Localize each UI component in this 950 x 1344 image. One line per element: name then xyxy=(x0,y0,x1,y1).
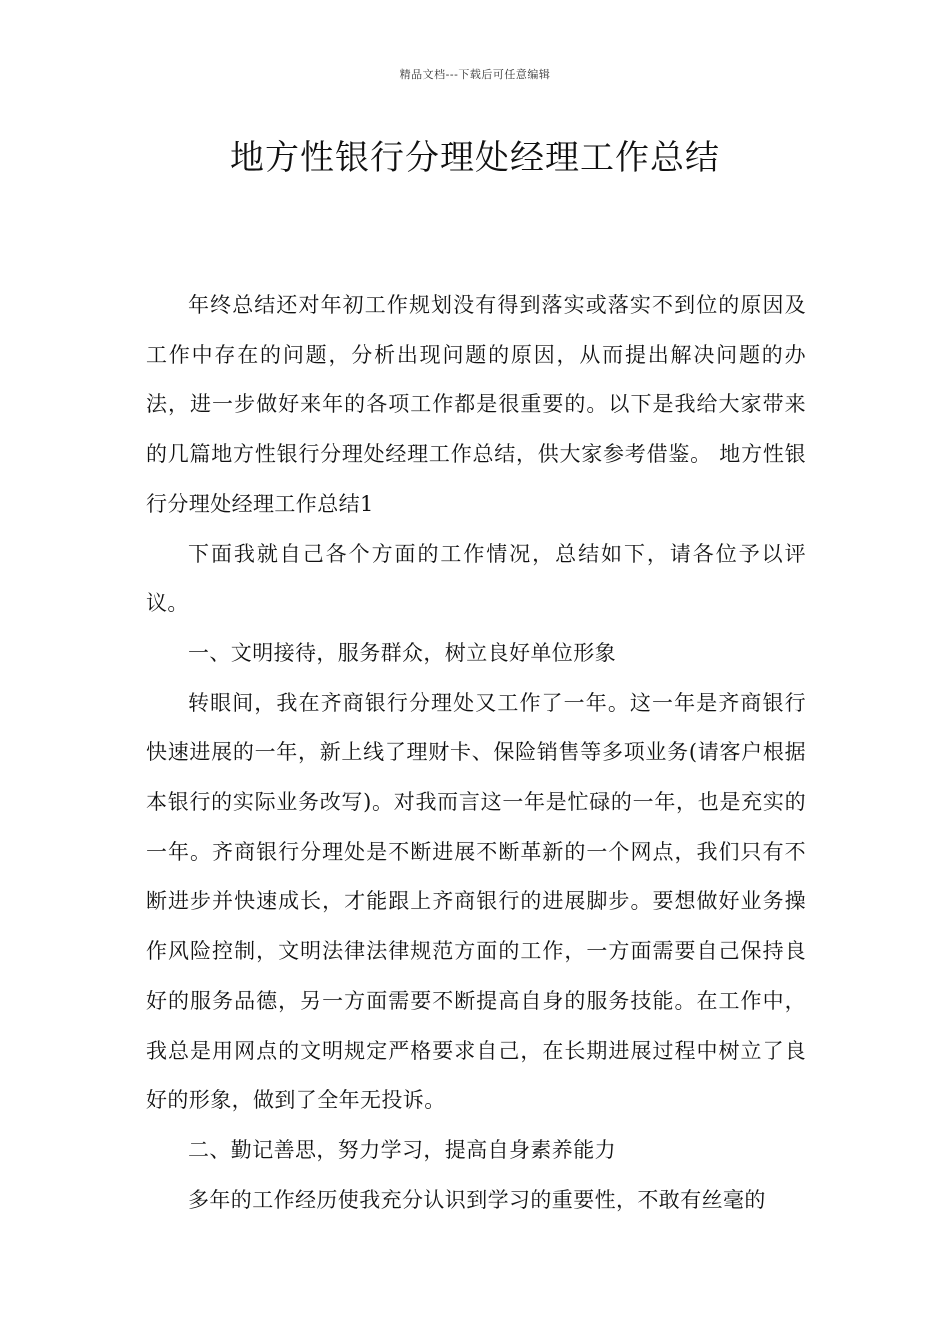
document-title: 地方性银行分理处经理工作总结 xyxy=(230,138,720,178)
paragraph-section-1: 转眼间，我在齐商银行分理处又工作了一年。这一年是齐商银行快速进展的一年，新上线了理财卡、保险销售等多项业务(请客户根据本银行的实际业务改写)。对我而言这一年是忙碌的一年，也是充实的一年。齐商银行分理处是不断进展不断革新的一个网点，我们只有不断进步并快速成长，才能跟上齐商银行的进展脚步。要想做好业务操作风险控制，文明法律法律规范方面的工作，一方面需要自己保持良好的服务品德，另一方面需要不断提高自身的服务技能。在工作中，我总是用网点的文明规定严格要求自己，在长期进展过程中树立了良好的形象，做到了全年无投诉。 xyxy=(146,690,806,1113)
header-note: 精品文档---下载后可任意编辑 xyxy=(399,68,551,81)
section-heading-2: 二、勤记善思，努力学习，提高自身素养能力 xyxy=(188,1137,616,1162)
paragraph-section-2: 多年的工作经历使我充分认识到学习的重要性，不敢有丝毫的 xyxy=(188,1187,766,1212)
section-heading-1: 一、文明接待，服务群众，树立良好单位形象 xyxy=(188,640,616,665)
paragraph-opening: 下面我就自己各个方面的工作情况，总结如下，请各位予以评议。 xyxy=(146,541,806,616)
paragraph-intro: 年终总结还对年初工作规划没有得到落实或落实不到位的原因及工作中存在的问题，分析出现问题的原因，从而提出解决问题的办法，进一步做好来年的各项工作都是很重要的。以下是我给大家带来的几篇地方性银行分理处经理工作总结，供大家参考借鉴。 地方性银行分理处经理工作总结1 xyxy=(146,293,806,516)
document-body xyxy=(146,281,806,1225)
